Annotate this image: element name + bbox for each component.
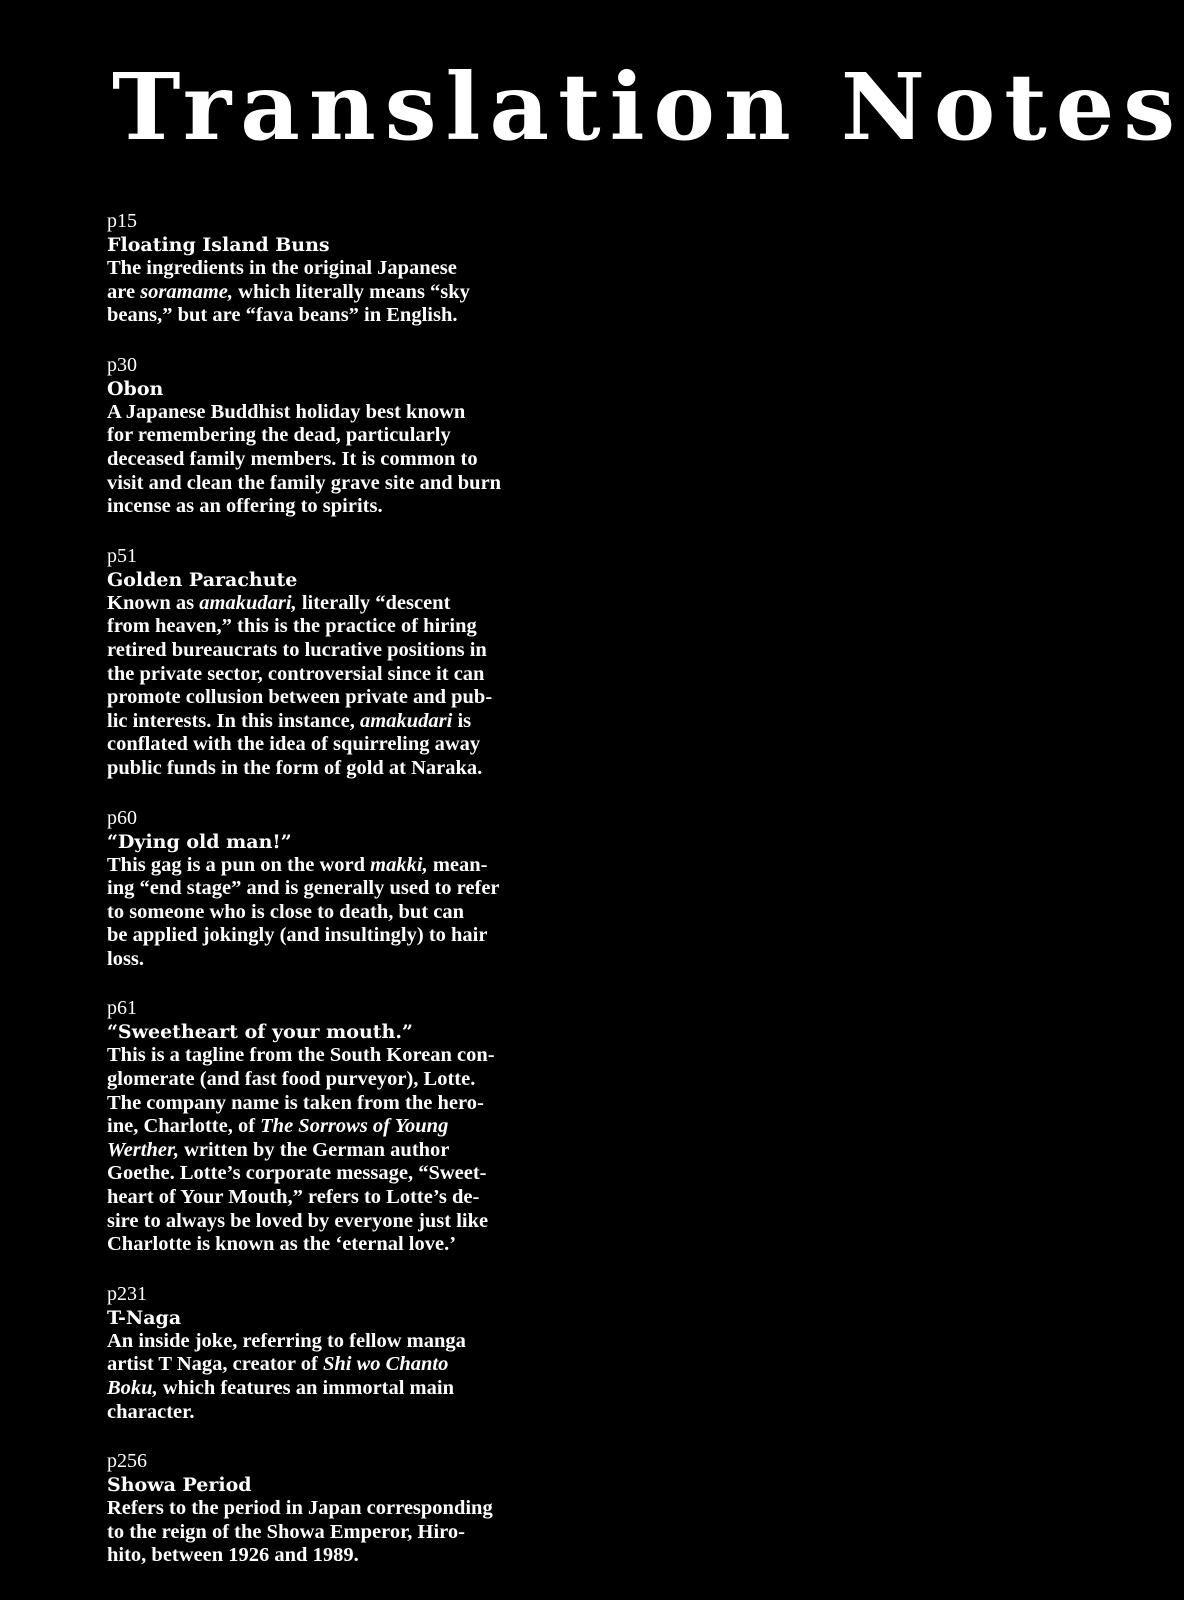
note-body-line	[107, 304, 557, 328]
italic-term: makki,	[370, 853, 428, 876]
page-title: Translation Notes	[112, 53, 1184, 161]
italic-term: amakudari	[360, 709, 453, 732]
note-entry	[107, 1449, 557, 1568]
text-segment: incense as an offering to spirits.	[107, 495, 383, 518]
text-segment: hito, between 1926 and 1989.	[107, 1544, 359, 1567]
note-body-line	[107, 1401, 557, 1425]
note-body-line	[107, 592, 557, 616]
note-body	[107, 1044, 557, 1256]
note-page-reference: p231	[107, 1282, 147, 1305]
note-body-line	[107, 1210, 557, 1234]
text-segment: the private sector, controversial since it can	[107, 662, 485, 685]
text-segment: loss.	[107, 947, 145, 970]
note-body	[107, 592, 557, 781]
note-entry	[107, 544, 557, 781]
note-body-line	[107, 1068, 557, 1092]
note-body-line	[107, 1186, 557, 1210]
text-segment: lic interests. In this instance,	[107, 709, 361, 732]
italic-term: Boku,	[107, 1377, 158, 1399]
note-page-reference: p30	[107, 353, 137, 376]
note-body-line	[107, 901, 557, 925]
text-segment: conflated with the idea of squirreling away	[107, 733, 481, 756]
note-body	[107, 401, 557, 519]
text-segment: artist T Naga, creator of	[107, 1353, 323, 1376]
text-segment: to someone who is close to death, but can	[107, 900, 465, 923]
text-segment: A Japanese Buddhist holiday best known	[107, 400, 466, 423]
text-segment: The company name is taken from the hero-	[107, 1091, 484, 1114]
text-segment: which features an immortal main	[157, 1377, 454, 1399]
note-body-line	[107, 1497, 557, 1521]
italic-term: The Sorrows of Young	[260, 1115, 449, 1138]
note-body-line	[107, 257, 557, 281]
text-segment: from heaven,” this is the practice of hiring	[107, 615, 477, 638]
text-segment: is	[452, 709, 472, 732]
note-body-line	[107, 1162, 557, 1186]
text-segment: sire to always be loved by everyone just like	[107, 1209, 489, 1232]
note-body-line	[107, 1233, 557, 1257]
text-segment: for remembering the dead, particularly	[107, 424, 451, 447]
note-body	[107, 854, 557, 972]
note-body-line	[107, 710, 557, 734]
note-body	[107, 1330, 557, 1424]
note-body-line	[107, 1521, 557, 1545]
note-body-line	[107, 639, 557, 663]
text-segment: retired bureaucrats to lucrative positions in	[107, 638, 487, 661]
note-heading: T-Naga	[107, 1306, 182, 1329]
note-body-line	[107, 401, 557, 425]
note-body-line	[107, 877, 557, 901]
note-entry	[107, 1282, 557, 1424]
text-segment: The ingredients in the original Japanese	[107, 257, 457, 279]
text-segment: Goethe. Lotte’s corporate message, “Sweet-	[107, 1162, 487, 1185]
note-heading: “Sweetheart of your mouth.”	[107, 1021, 413, 1044]
note-body-line	[107, 663, 557, 687]
text-segment: heart of Your Mouth,” refers to Lotte’s de-	[107, 1186, 480, 1209]
text-segment: beans,” but are “fava beans” in English.	[107, 304, 458, 327]
text-segment: which literally means “sky	[233, 280, 470, 303]
note-body-line	[107, 1092, 557, 1116]
note-body-line	[107, 472, 557, 496]
text-segment: This is a tagline from the South Korean con-	[107, 1044, 495, 1067]
text-segment: written by the German author	[178, 1138, 450, 1161]
note-body-line	[107, 757, 557, 781]
note-body-line	[107, 948, 557, 972]
italic-term: Shi wo Chanto	[322, 1353, 449, 1376]
note-body-line	[107, 733, 557, 757]
note-body-line	[107, 854, 557, 878]
note-heading: Floating Island Buns	[107, 234, 330, 256]
text-segment: An inside joke, referring to fellow manga	[107, 1329, 466, 1352]
note-page-reference: p60	[107, 806, 137, 829]
note-entry	[107, 353, 557, 519]
text-segment: visit and clean the family grave site and burn	[107, 471, 502, 494]
note-body-line	[107, 686, 557, 710]
italic-term: soramame,	[140, 280, 234, 303]
text-segment: are	[107, 280, 141, 303]
note-page-reference: p256	[107, 1450, 147, 1473]
note-entry	[107, 996, 557, 1256]
note-body-line	[107, 424, 557, 448]
note-heading: Golden Parachute	[107, 568, 298, 591]
text-segment: mean-	[427, 853, 488, 876]
text-segment: Charlotte is known as the ‘eternal love.’	[107, 1233, 457, 1256]
note-body-line	[107, 1330, 557, 1354]
note-page-reference: p61	[107, 997, 137, 1020]
note-entry	[107, 209, 557, 328]
note-body-line	[107, 1044, 557, 1068]
text-segment: be applied jokingly (and insultingly) to hair	[107, 924, 488, 947]
text-segment: Refers to the period in Japan corresponding	[107, 1497, 493, 1520]
note-page-reference: p51	[107, 544, 137, 567]
text-segment: character.	[107, 1400, 195, 1423]
note-heading: “Dying old man!”	[107, 830, 292, 853]
note-heading: Showa Period	[107, 1474, 252, 1497]
text-segment: promote collusion between private and pub-	[107, 686, 493, 709]
note-page-reference: p15	[107, 210, 137, 232]
text-segment: to the reign of the Showa Emperor, Hiro-	[107, 1520, 465, 1543]
note-body-line	[107, 448, 557, 472]
note-body-line	[107, 615, 557, 639]
note-body-line	[107, 281, 557, 305]
note-body-line	[107, 495, 557, 519]
note-body-line	[107, 1139, 557, 1163]
text-segment: ing “end stage” and is generally used to refer	[107, 877, 500, 900]
text-segment: deceased family members. It is common to	[107, 447, 478, 470]
note-body-line	[107, 924, 557, 948]
note-body	[107, 257, 557, 328]
text-segment: public funds in the form of gold at Naraka.	[107, 756, 483, 779]
text-segment: glomerate (and fast food purveyor), Lotte.	[107, 1068, 476, 1091]
text-segment: ine, Charlotte, of	[107, 1115, 261, 1138]
text-segment: Known as	[107, 591, 200, 614]
note-body-line	[107, 1377, 557, 1401]
note-body-line	[107, 1115, 557, 1139]
italic-term: amakudari,	[199, 591, 297, 614]
note-body-line	[107, 1353, 557, 1377]
note-entry	[107, 806, 557, 972]
note-body	[107, 1497, 557, 1568]
text-segment: This gag is a pun on the word	[107, 853, 371, 876]
italic-term: Werther,	[107, 1138, 179, 1161]
text-segment: literally “descent	[296, 591, 451, 614]
note-heading: Obon	[107, 377, 164, 400]
notes-list	[107, 209, 557, 1593]
note-body-line	[107, 1544, 557, 1568]
